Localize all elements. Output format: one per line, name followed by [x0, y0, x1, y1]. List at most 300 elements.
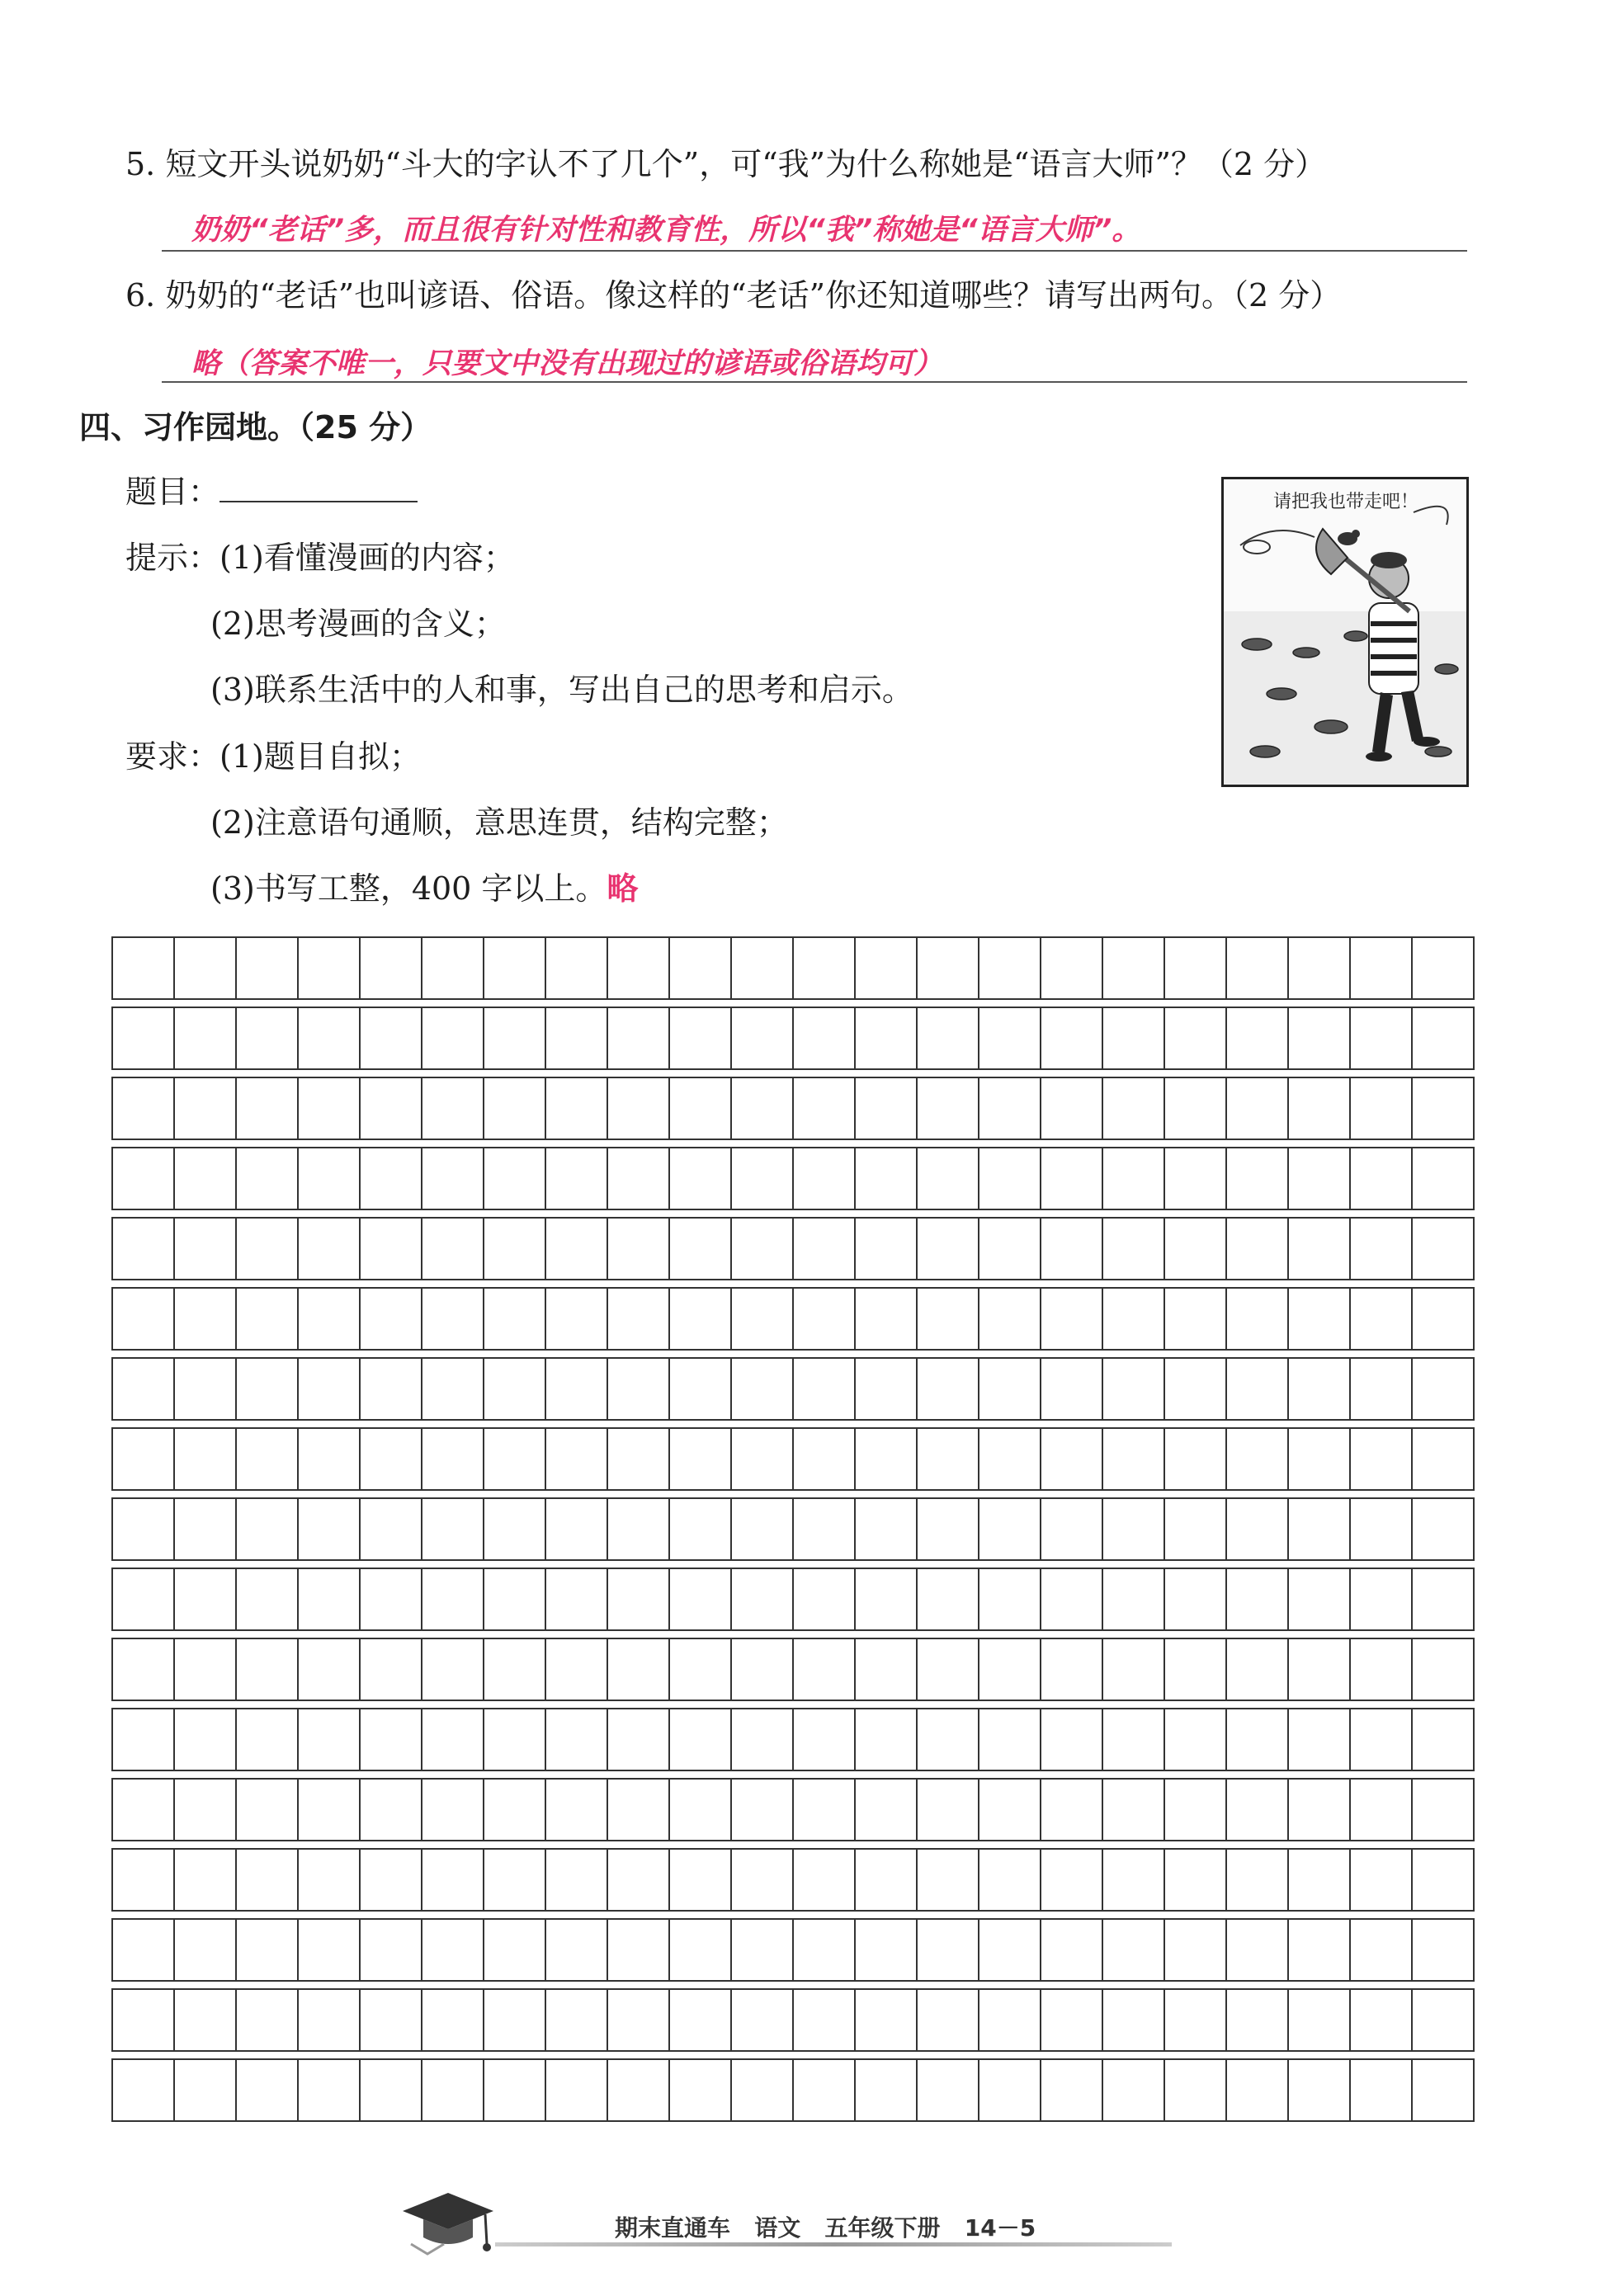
- grid-cell[interactable]: [1350, 1007, 1412, 1069]
- grid-cell[interactable]: [174, 1498, 236, 1560]
- grid-cell[interactable]: [917, 1849, 979, 1911]
- grid-cell[interactable]: [607, 1077, 669, 1139]
- grid-cell[interactable]: [731, 1779, 793, 1841]
- grid-cell[interactable]: [174, 1428, 236, 1490]
- grid-cell[interactable]: [1226, 1568, 1288, 1630]
- grid-cell[interactable]: [1041, 1077, 1102, 1139]
- grid-cell[interactable]: [1288, 1568, 1350, 1630]
- grid-cell[interactable]: [1288, 2059, 1350, 2121]
- grid-cell[interactable]: [545, 1498, 607, 1560]
- grid-cell[interactable]: [607, 1568, 669, 1630]
- grid-row[interactable]: [112, 1568, 1474, 1630]
- grid-cell[interactable]: [1041, 2059, 1102, 2121]
- grid-cell[interactable]: [298, 1498, 360, 1560]
- grid-row[interactable]: [112, 1638, 1474, 1700]
- grid-cell[interactable]: [112, 2059, 174, 2121]
- grid-cell[interactable]: [979, 1077, 1041, 1139]
- grid-cell[interactable]: [545, 1989, 607, 2051]
- grid-cell[interactable]: [979, 2059, 1041, 2121]
- grid-cell[interactable]: [669, 1849, 731, 1911]
- grid-cell[interactable]: [484, 1849, 545, 1911]
- grid-cell[interactable]: [1412, 1428, 1474, 1490]
- grid-cell[interactable]: [545, 1709, 607, 1770]
- grid-cell[interactable]: [607, 1709, 669, 1770]
- grid-cell[interactable]: [669, 1568, 731, 1630]
- grid-cell[interactable]: [1041, 937, 1102, 999]
- grid-cell[interactable]: [669, 1498, 731, 1560]
- grid-cell[interactable]: [669, 1638, 731, 1700]
- grid-row[interactable]: [112, 1919, 1474, 1981]
- grid-cell[interactable]: [112, 1779, 174, 1841]
- grid-cell[interactable]: [607, 1779, 669, 1841]
- grid-cell[interactable]: [979, 937, 1041, 999]
- grid-cell[interactable]: [484, 1288, 545, 1350]
- grid-cell[interactable]: [1102, 1709, 1164, 1770]
- grid-cell[interactable]: [979, 1989, 1041, 2051]
- grid-cell[interactable]: [112, 937, 174, 999]
- grid-cell[interactable]: [1041, 1779, 1102, 1841]
- grid-cell[interactable]: [1350, 1148, 1412, 1209]
- grid-cell[interactable]: [360, 2059, 422, 2121]
- grid-cell[interactable]: [669, 1428, 731, 1490]
- grid-cell[interactable]: [1226, 1077, 1288, 1139]
- grid-cell[interactable]: [1288, 1358, 1350, 1420]
- grid-cell[interactable]: [1102, 1568, 1164, 1630]
- grid-cell[interactable]: [917, 1428, 979, 1490]
- grid-cell[interactable]: [669, 1077, 731, 1139]
- grid-cell[interactable]: [1041, 1919, 1102, 1981]
- grid-cell[interactable]: [1226, 1218, 1288, 1280]
- grid-cell[interactable]: [793, 1218, 855, 1280]
- grid-cell[interactable]: [1102, 1428, 1164, 1490]
- grid-cell[interactable]: [731, 1077, 793, 1139]
- grid-cell[interactable]: [174, 1919, 236, 1981]
- grid-cell[interactable]: [1164, 1358, 1226, 1420]
- grid-cell[interactable]: [236, 1849, 298, 1911]
- grid-cell[interactable]: [1226, 1358, 1288, 1420]
- grid-cell[interactable]: [917, 1638, 979, 1700]
- grid-cell[interactable]: [669, 1919, 731, 1981]
- grid-cell[interactable]: [1102, 1638, 1164, 1700]
- grid-cell[interactable]: [484, 1638, 545, 1700]
- grid-cell[interactable]: [793, 1638, 855, 1700]
- grid-cell[interactable]: [484, 1077, 545, 1139]
- grid-cell[interactable]: [1164, 1849, 1226, 1911]
- grid-cell[interactable]: [360, 1077, 422, 1139]
- grid-cell[interactable]: [422, 1989, 484, 2051]
- grid-cell[interactable]: [1350, 1428, 1412, 1490]
- grid-cell[interactable]: [1164, 1148, 1226, 1209]
- grid-cell[interactable]: [545, 1779, 607, 1841]
- grid-cell[interactable]: [1412, 1849, 1474, 1911]
- grid-cell[interactable]: [855, 1568, 917, 1630]
- grid-cell[interactable]: [793, 1498, 855, 1560]
- grid-cell[interactable]: [422, 1148, 484, 1209]
- grid-cell[interactable]: [1164, 1709, 1226, 1770]
- grid-cell[interactable]: [484, 1148, 545, 1209]
- grid-cell[interactable]: [1412, 1638, 1474, 1700]
- grid-cell[interactable]: [1041, 1638, 1102, 1700]
- grid-cell[interactable]: [545, 1077, 607, 1139]
- grid-cell[interactable]: [1350, 1709, 1412, 1770]
- grid-cell[interactable]: [236, 1148, 298, 1209]
- grid-cell[interactable]: [236, 1989, 298, 2051]
- grid-cell[interactable]: [298, 1919, 360, 1981]
- grid-cell[interactable]: [422, 1007, 484, 1069]
- grid-cell[interactable]: [979, 1919, 1041, 1981]
- grid-cell[interactable]: [545, 1919, 607, 1981]
- grid-cell[interactable]: [1164, 1288, 1226, 1350]
- grid-cell[interactable]: [484, 1498, 545, 1560]
- grid-cell[interactable]: [1350, 1779, 1412, 1841]
- grid-cell[interactable]: [422, 1218, 484, 1280]
- grid-cell[interactable]: [1412, 1007, 1474, 1069]
- grid-cell[interactable]: [979, 1498, 1041, 1560]
- grid-cell[interactable]: [1350, 1288, 1412, 1350]
- grid-cell[interactable]: [1041, 1288, 1102, 1350]
- grid-cell[interactable]: [174, 937, 236, 999]
- grid-cell[interactable]: [1350, 2059, 1412, 2121]
- grid-cell[interactable]: [1412, 1218, 1474, 1280]
- grid-cell[interactable]: [979, 1638, 1041, 1700]
- grid-cell[interactable]: [298, 937, 360, 999]
- grid-row[interactable]: [112, 1779, 1474, 1841]
- grid-cell[interactable]: [1041, 1709, 1102, 1770]
- grid-cell[interactable]: [607, 1849, 669, 1911]
- grid-cell[interactable]: [731, 1007, 793, 1069]
- grid-row[interactable]: [112, 1428, 1474, 1490]
- grid-cell[interactable]: [1412, 1709, 1474, 1770]
- grid-cell[interactable]: [298, 1989, 360, 2051]
- grid-cell[interactable]: [855, 1849, 917, 1911]
- grid-cell[interactable]: [979, 1568, 1041, 1630]
- grid-row[interactable]: [112, 1989, 1474, 2051]
- grid-cell[interactable]: [545, 937, 607, 999]
- grid-cell[interactable]: [1041, 1428, 1102, 1490]
- grid-cell[interactable]: [1226, 1709, 1288, 1770]
- grid-cell[interactable]: [1102, 1358, 1164, 1420]
- grid-cell[interactable]: [174, 1849, 236, 1911]
- writing-grid[interactable]: [110, 935, 1480, 2143]
- grid-cell[interactable]: [1102, 1989, 1164, 2051]
- grid-cell[interactable]: [1412, 1358, 1474, 1420]
- grid-cell[interactable]: [1041, 1849, 1102, 1911]
- grid-cell[interactable]: [669, 1218, 731, 1280]
- grid-cell[interactable]: [855, 1638, 917, 1700]
- grid-cell[interactable]: [360, 937, 422, 999]
- grid-cell[interactable]: [1288, 1498, 1350, 1560]
- grid-cell[interactable]: [855, 937, 917, 999]
- grid-cell[interactable]: [236, 1709, 298, 1770]
- grid-cell[interactable]: [236, 1428, 298, 1490]
- grid-cell[interactable]: [1226, 1919, 1288, 1981]
- grid-cell[interactable]: [112, 1007, 174, 1069]
- grid-cell[interactable]: [112, 1709, 174, 1770]
- grid-cell[interactable]: [979, 1148, 1041, 1209]
- grid-cell[interactable]: [422, 1288, 484, 1350]
- grid-cell[interactable]: [1350, 1077, 1412, 1139]
- grid-cell[interactable]: [236, 1358, 298, 1420]
- grid-cell[interactable]: [793, 1709, 855, 1770]
- grid-cell[interactable]: [484, 1358, 545, 1420]
- grid-cell[interactable]: [855, 1428, 917, 1490]
- grid-cell[interactable]: [112, 1638, 174, 1700]
- grid-cell[interactable]: [1164, 1568, 1226, 1630]
- grid-cell[interactable]: [855, 1077, 917, 1139]
- grid-cell[interactable]: [484, 1568, 545, 1630]
- grid-cell[interactable]: [1164, 1989, 1226, 2051]
- grid-cell[interactable]: [1412, 1779, 1474, 1841]
- grid-cell[interactable]: [917, 1358, 979, 1420]
- grid-cell[interactable]: [607, 1288, 669, 1350]
- grid-cell[interactable]: [360, 1779, 422, 1841]
- grid-cell[interactable]: [360, 1919, 422, 1981]
- grid-cell[interactable]: [484, 1428, 545, 1490]
- grid-cell[interactable]: [1226, 1638, 1288, 1700]
- grid-cell[interactable]: [422, 2059, 484, 2121]
- grid-cell[interactable]: [917, 1709, 979, 1770]
- grid-cell[interactable]: [236, 1007, 298, 1069]
- grid-cell[interactable]: [979, 1007, 1041, 1069]
- grid-cell[interactable]: [1102, 2059, 1164, 2121]
- grid-cell[interactable]: [979, 1358, 1041, 1420]
- grid-cell[interactable]: [545, 2059, 607, 2121]
- grid-cell[interactable]: [1226, 1007, 1288, 1069]
- grid-cell[interactable]: [731, 1568, 793, 1630]
- grid-cell[interactable]: [545, 1358, 607, 1420]
- grid-cell[interactable]: [360, 1288, 422, 1350]
- grid-cell[interactable]: [731, 1498, 793, 1560]
- grid-cell[interactable]: [1164, 937, 1226, 999]
- grid-cell[interactable]: [1226, 1288, 1288, 1350]
- grid-cell[interactable]: [174, 1568, 236, 1630]
- grid-cell[interactable]: [731, 1428, 793, 1490]
- grid-cell[interactable]: [1288, 937, 1350, 999]
- grid-cell[interactable]: [793, 1428, 855, 1490]
- grid-cell[interactable]: [607, 1148, 669, 1209]
- grid-cell[interactable]: [1041, 1989, 1102, 2051]
- grid-cell[interactable]: [1164, 1638, 1226, 1700]
- grid-cell[interactable]: [607, 937, 669, 999]
- grid-cell[interactable]: [855, 1358, 917, 1420]
- grid-cell[interactable]: [1412, 1498, 1474, 1560]
- grid-cell[interactable]: [545, 1638, 607, 1700]
- grid-cell[interactable]: [793, 937, 855, 999]
- grid-cell[interactable]: [1412, 1989, 1474, 2051]
- grid-cell[interactable]: [112, 1077, 174, 1139]
- grid-cell[interactable]: [1350, 1638, 1412, 1700]
- grid-cell[interactable]: [979, 1779, 1041, 1841]
- grid-cell[interactable]: [1288, 1148, 1350, 1209]
- grid-cell[interactable]: [545, 1849, 607, 1911]
- grid-cell[interactable]: [112, 1498, 174, 1560]
- grid-cell[interactable]: [855, 1218, 917, 1280]
- grid-cell[interactable]: [731, 1358, 793, 1420]
- grid-cell[interactable]: [607, 2059, 669, 2121]
- grid-cell[interactable]: [360, 1568, 422, 1630]
- grid-cell[interactable]: [1350, 1849, 1412, 1911]
- grid-cell[interactable]: [793, 1919, 855, 1981]
- grid-cell[interactable]: [298, 2059, 360, 2121]
- grid-cell[interactable]: [422, 1428, 484, 1490]
- grid-row[interactable]: [112, 1358, 1474, 1420]
- grid-cell[interactable]: [917, 1218, 979, 1280]
- grid-cell[interactable]: [979, 1709, 1041, 1770]
- grid-cell[interactable]: [731, 1709, 793, 1770]
- grid-cell[interactable]: [174, 1218, 236, 1280]
- grid-cell[interactable]: [731, 1989, 793, 2051]
- grid-cell[interactable]: [917, 1568, 979, 1630]
- grid-row[interactable]: [112, 937, 1474, 999]
- grid-cell[interactable]: [793, 1077, 855, 1139]
- grid-cell[interactable]: [360, 1849, 422, 1911]
- grid-cell[interactable]: [793, 1007, 855, 1069]
- grid-cell[interactable]: [174, 1077, 236, 1139]
- grid-cell[interactable]: [1288, 1077, 1350, 1139]
- grid-cell[interactable]: [1288, 1849, 1350, 1911]
- grid-cell[interactable]: [1226, 1849, 1288, 1911]
- grid-cell[interactable]: [1412, 1148, 1474, 1209]
- grid-cell[interactable]: [731, 2059, 793, 2121]
- grid-cell[interactable]: [484, 937, 545, 999]
- grid-cell[interactable]: [669, 1779, 731, 1841]
- grid-cell[interactable]: [669, 937, 731, 999]
- grid-cell[interactable]: [1350, 1919, 1412, 1981]
- grid-cell[interactable]: [607, 1498, 669, 1560]
- grid-cell[interactable]: [545, 1007, 607, 1069]
- grid-cell[interactable]: [422, 1498, 484, 1560]
- grid-cell[interactable]: [112, 1428, 174, 1490]
- grid-cell[interactable]: [855, 1148, 917, 1209]
- grid-cell[interactable]: [1164, 1779, 1226, 1841]
- grid-cell[interactable]: [360, 1989, 422, 2051]
- grid-cell[interactable]: [1350, 1498, 1412, 1560]
- grid-cell[interactable]: [112, 1919, 174, 1981]
- grid-cell[interactable]: [1102, 1218, 1164, 1280]
- grid-cell[interactable]: [112, 1849, 174, 1911]
- grid-cell[interactable]: [793, 1849, 855, 1911]
- grid-cell[interactable]: [1226, 937, 1288, 999]
- grid-cell[interactable]: [1164, 1428, 1226, 1490]
- grid-cell[interactable]: [1226, 1779, 1288, 1841]
- grid-cell[interactable]: [1288, 1709, 1350, 1770]
- grid-cell[interactable]: [669, 2059, 731, 2121]
- grid-cell[interactable]: [174, 1709, 236, 1770]
- grid-row[interactable]: [112, 1077, 1474, 1139]
- grid-cell[interactable]: [669, 1358, 731, 1420]
- grid-cell[interactable]: [669, 1007, 731, 1069]
- grid-cell[interactable]: [793, 1779, 855, 1841]
- grid-cell[interactable]: [1164, 1077, 1226, 1139]
- grid-cell[interactable]: [298, 1007, 360, 1069]
- grid-cell[interactable]: [607, 1428, 669, 1490]
- grid-cell[interactable]: [855, 1007, 917, 1069]
- grid-cell[interactable]: [545, 1148, 607, 1209]
- grid-cell[interactable]: [1102, 1007, 1164, 1069]
- grid-cell[interactable]: [793, 1568, 855, 1630]
- grid-cell[interactable]: [174, 1358, 236, 1420]
- grid-cell[interactable]: [545, 1288, 607, 1350]
- grid-cell[interactable]: [298, 1849, 360, 1911]
- grid-cell[interactable]: [1226, 2059, 1288, 2121]
- grid-cell[interactable]: [607, 1218, 669, 1280]
- grid-cell[interactable]: [112, 1218, 174, 1280]
- grid-cell[interactable]: [1102, 1779, 1164, 1841]
- grid-cell[interactable]: [917, 2059, 979, 2121]
- grid-cell[interactable]: [1350, 1989, 1412, 2051]
- grid-cell[interactable]: [1412, 1568, 1474, 1630]
- grid-cell[interactable]: [236, 1288, 298, 1350]
- grid-cell[interactable]: [236, 1919, 298, 1981]
- grid-cell[interactable]: [917, 1989, 979, 2051]
- grid-cell[interactable]: [1412, 1077, 1474, 1139]
- grid-cell[interactable]: [1102, 1919, 1164, 1981]
- grid-row[interactable]: [112, 1849, 1474, 1911]
- grid-cell[interactable]: [793, 2059, 855, 2121]
- grid-cell[interactable]: [298, 1077, 360, 1139]
- grid-cell[interactable]: [1164, 1218, 1226, 1280]
- grid-cell[interactable]: [298, 1638, 360, 1700]
- grid-cell[interactable]: [360, 1498, 422, 1560]
- grid-cell[interactable]: [1164, 1498, 1226, 1560]
- grid-cell[interactable]: [793, 1288, 855, 1350]
- grid-cell[interactable]: [1164, 1007, 1226, 1069]
- grid-cell[interactable]: [422, 1638, 484, 1700]
- grid-cell[interactable]: [422, 1077, 484, 1139]
- grid-cell[interactable]: [1226, 1148, 1288, 1209]
- grid-cell[interactable]: [484, 1007, 545, 1069]
- grid-cell[interactable]: [1041, 1568, 1102, 1630]
- grid-cell[interactable]: [1288, 1288, 1350, 1350]
- grid-cell[interactable]: [979, 1218, 1041, 1280]
- grid-cell[interactable]: [917, 1077, 979, 1139]
- grid-cell[interactable]: [360, 1007, 422, 1069]
- grid-cell[interactable]: [917, 1779, 979, 1841]
- grid-cell[interactable]: [979, 1849, 1041, 1911]
- grid-cell[interactable]: [298, 1428, 360, 1490]
- grid-cell[interactable]: [360, 1148, 422, 1209]
- grid-cell[interactable]: [298, 1288, 360, 1350]
- grid-cell[interactable]: [731, 937, 793, 999]
- grid-cell[interactable]: [855, 1288, 917, 1350]
- grid-cell[interactable]: [917, 1919, 979, 1981]
- grid-cell[interactable]: [360, 1709, 422, 1770]
- grid-cell[interactable]: [1102, 1498, 1164, 1560]
- grid-cell[interactable]: [174, 1779, 236, 1841]
- grid-cell[interactable]: [607, 1007, 669, 1069]
- grid-cell[interactable]: [731, 1919, 793, 1981]
- grid-cell[interactable]: [298, 1568, 360, 1630]
- grid-row[interactable]: [112, 1218, 1474, 1280]
- grid-cell[interactable]: [236, 2059, 298, 2121]
- grid-row[interactable]: [112, 1007, 1474, 1069]
- grid-cell[interactable]: [917, 1288, 979, 1350]
- grid-cell[interactable]: [607, 1638, 669, 1700]
- grid-cell[interactable]: [174, 1148, 236, 1209]
- grid-cell[interactable]: [112, 1358, 174, 1420]
- grid-cell[interactable]: [1350, 1358, 1412, 1420]
- grid-cell[interactable]: [607, 1919, 669, 1981]
- grid-row[interactable]: [112, 1709, 1474, 1770]
- grid-cell[interactable]: [979, 1428, 1041, 1490]
- grid-cell[interactable]: [1041, 1498, 1102, 1560]
- grid-cell[interactable]: [1288, 1638, 1350, 1700]
- grid-cell[interactable]: [669, 1709, 731, 1770]
- grid-cell[interactable]: [731, 1218, 793, 1280]
- grid-cell[interactable]: [917, 937, 979, 999]
- grid-cell[interactable]: [236, 1779, 298, 1841]
- grid-cell[interactable]: [1041, 1358, 1102, 1420]
